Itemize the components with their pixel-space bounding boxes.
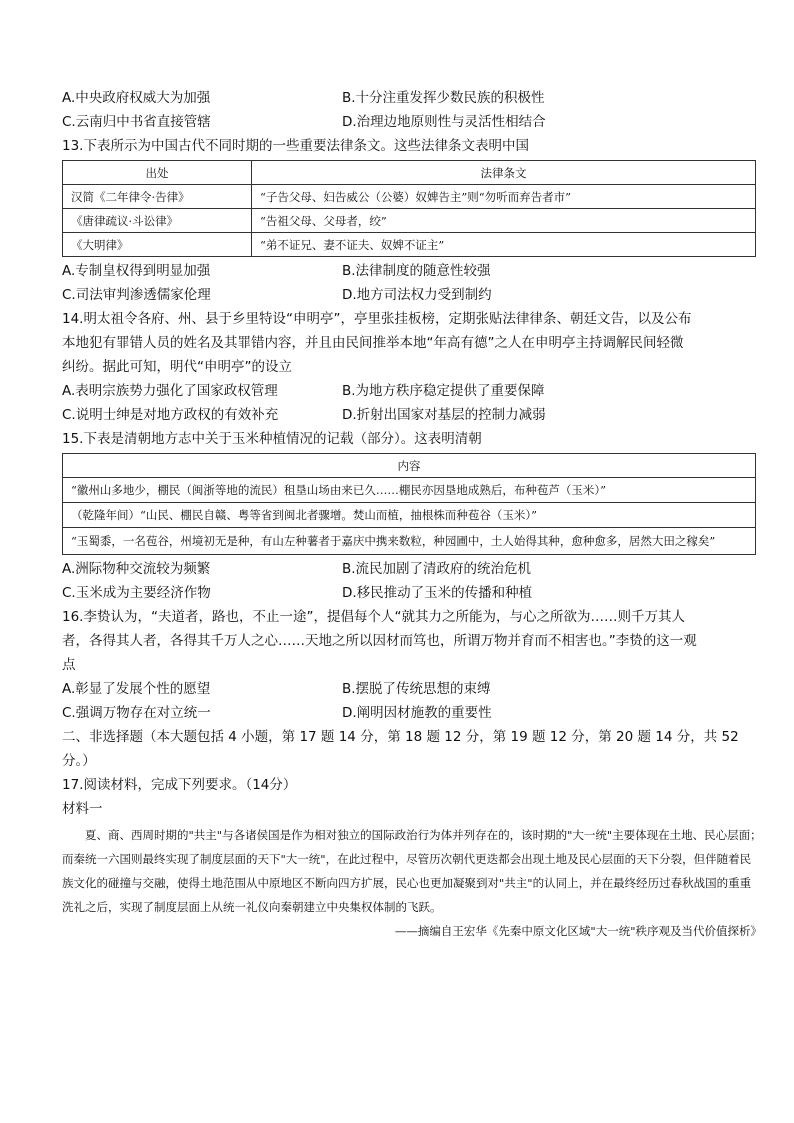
q16-stem-line-1: 16.李贽认为，“夫道者，路也，不止一途”，提倡每个人“就其力之所能为，与心之所欲为……则千万其人: [62, 609, 685, 625]
q13-row3-source: 《大明律》: [63, 233, 252, 257]
q17-material-text: 夏、商、西周时期的"共主"与各诸侯国是作为相对独立的国际政治行为体并列存在的，该时期的"大一统"主要体现在土地、民心层面；而秦统一六国则最终实现了制度层面的天下"大一统"，在此过程中，尽管历次朝代更迭都会出现土地及民心层面的天下分裂，但伴随着民族文化的碰撞与交融，使得土地范围从中原地区不断向四方扩展，民心也更加凝聚到对"共主"的认同上，并在最终经历过春秋战国的重重洗礼之后，实现了制度层面上从统一礼仪向秦朝建立中央集权体制的飞跃。: [62, 828, 762, 914]
q17-material-source: ——摘编自王宏华《先秦中原文化区域"大一统"秩序观及当代价值探析》: [394, 924, 762, 938]
q12-option-c: C.云南归中书省直接管辖: [62, 114, 211, 130]
q16-options-row-1: [62, 677, 762, 701]
q14-option-c: C.说明士绅是对地方政权的有效补充: [62, 407, 279, 423]
q14-option-a: A.表明宗族势力强化了国家政权管理: [62, 383, 278, 399]
q16-stem-line-3: 点: [62, 657, 76, 673]
q14-stem-line-1: 14.明太祖令各府、州、县于乡里特设“申明亭”，亭里张挂板榜，定期张贴法律律条、朝廷文告，以及公布: [62, 311, 692, 327]
table-row: [63, 209, 756, 233]
q17-material-title: 材料一: [62, 801, 103, 817]
q15-row2: （乾隆年间）“山民、棚民自赣、粤等省到闽北者骤增。焚山而植，抽根株而种苞谷（玉米）”: [63, 503, 756, 528]
table-row: [63, 233, 756, 257]
q17-stem: 17.阅读材料，完成下列要求。（14分）: [62, 777, 297, 793]
q16-option-c: C.强调万物存在对立统一: [62, 705, 211, 721]
q13-row2-source: 《唐律疏议·斗讼律》: [63, 209, 252, 233]
q12-option-d: D.治理边地原则性与灵活性相结合: [342, 114, 546, 130]
q15-option-b: B.流民加剧了清政府的统治危机: [342, 561, 532, 577]
q13-table-header-law: 法律条文: [252, 161, 756, 185]
q16-option-a: A.彰显了发展个性的愿望: [62, 681, 211, 697]
q16-option-b: B.摆脱了传统思想的束缚: [342, 681, 491, 697]
q15-table-header: 内容: [63, 454, 756, 478]
q13-row1-law: “子告父母、妇告威公（公婆）奴婢告主”则“勿听而弃告者市”: [252, 185, 756, 209]
section2-heading-line-2: 分。）: [62, 753, 96, 769]
q13-option-c: C.司法审判渗透儒家伦理: [62, 287, 211, 303]
q14-option-b: B.为地方秩序稳定提供了重要保障: [342, 383, 545, 399]
q13-stem: 13.下表所示为中国古代不同时期的一些重要法律条文。这些法律条文表明中国: [62, 138, 529, 154]
q13-option-a: A.专制皇权得到明显加强: [62, 263, 211, 279]
table-row: [63, 185, 756, 209]
q15-option-a: A.洲际物种交流较为频繁: [62, 561, 211, 577]
section2-heading-line-1: 二、非选择题（本大题包括 4 小题，第 17 题 14 分，第 18 题 12 分，第 19 题 12 分，第 20 题 14 分，共 52: [62, 729, 739, 745]
q14-option-d: D.折射出国家对基层的控制力减弱: [342, 407, 546, 423]
q13-law-table: [62, 160, 756, 257]
q15-options-row-2: [62, 581, 762, 605]
q16-option-d: D.阐明因材施教的重要性: [342, 705, 492, 721]
q14-options-row-1: [62, 379, 762, 403]
q13-row2-law: “告祖父母、父母者，绞”: [252, 209, 756, 233]
q13-row1-source: 汉简《二年律令·告律》: [63, 185, 252, 209]
q13-table-header-source: 出处: [63, 161, 252, 185]
table-row: [63, 478, 756, 503]
q15-option-d: D.移民推动了玉米的传播和种植: [342, 585, 533, 601]
q13-row3-law: “弟不证兄、妻不证夫、奴婢不证主”: [252, 233, 756, 257]
q13-options-row-1: [62, 259, 762, 283]
q12-options-row-1: [62, 86, 762, 110]
q15-options-row-1: [62, 557, 762, 581]
q13-option-d: D.地方司法权力受到制约: [342, 287, 492, 303]
q15-option-c: C.玉米成为主要经济作物: [62, 585, 211, 601]
q12-options-row-2: [62, 110, 762, 134]
table-row: [63, 528, 756, 555]
q14-stem-line-2: 本地犯有罪错人员的姓名及其罪错内容，并且由民间推举本地“年高有德”之人在申明亭主持调解民间轻微: [62, 335, 684, 351]
q14-stem-line-3: 纠纷。据此可知，明代“申明亭”的设立: [62, 359, 292, 375]
exam-page: [62, 86, 762, 943]
q12-option-b: B.十分注重发挥少数民族的积极性: [342, 90, 545, 106]
q13-options-row-2: [62, 283, 762, 307]
q16-options-row-2: [62, 701, 762, 725]
q15-record-table: [62, 453, 756, 555]
q14-options-row-2: [62, 403, 762, 427]
q15-row1: “徽州山多地少，棚民（闽浙等地的流民）租垦山场由来已久……棚民亦因垦地成熟后，布种苞芦（玉米）”: [63, 478, 756, 503]
q12-option-a: A.中央政府权威大为加强: [62, 90, 211, 106]
table-row: [63, 503, 756, 528]
q13-option-b: B.法律制度的随意性较强: [342, 263, 491, 279]
q15-stem: 15.下表是清朝地方志中关于玉米种植情况的记载（部分）。这表明清朝: [62, 431, 482, 447]
q16-stem-line-2: 者，各得其人者，各得其千万人之心……天地之所以因材而笃也，所谓万物并育而不相害也。”李贽的这一观: [62, 633, 697, 649]
q15-row3: “玉蜀黍，一名苞谷，州境初无是种，有山左种薯者于嘉庆中携来数粒，种园圃中，土人始得其种，愈种愈多，居然大田之稼矣”: [63, 528, 756, 555]
